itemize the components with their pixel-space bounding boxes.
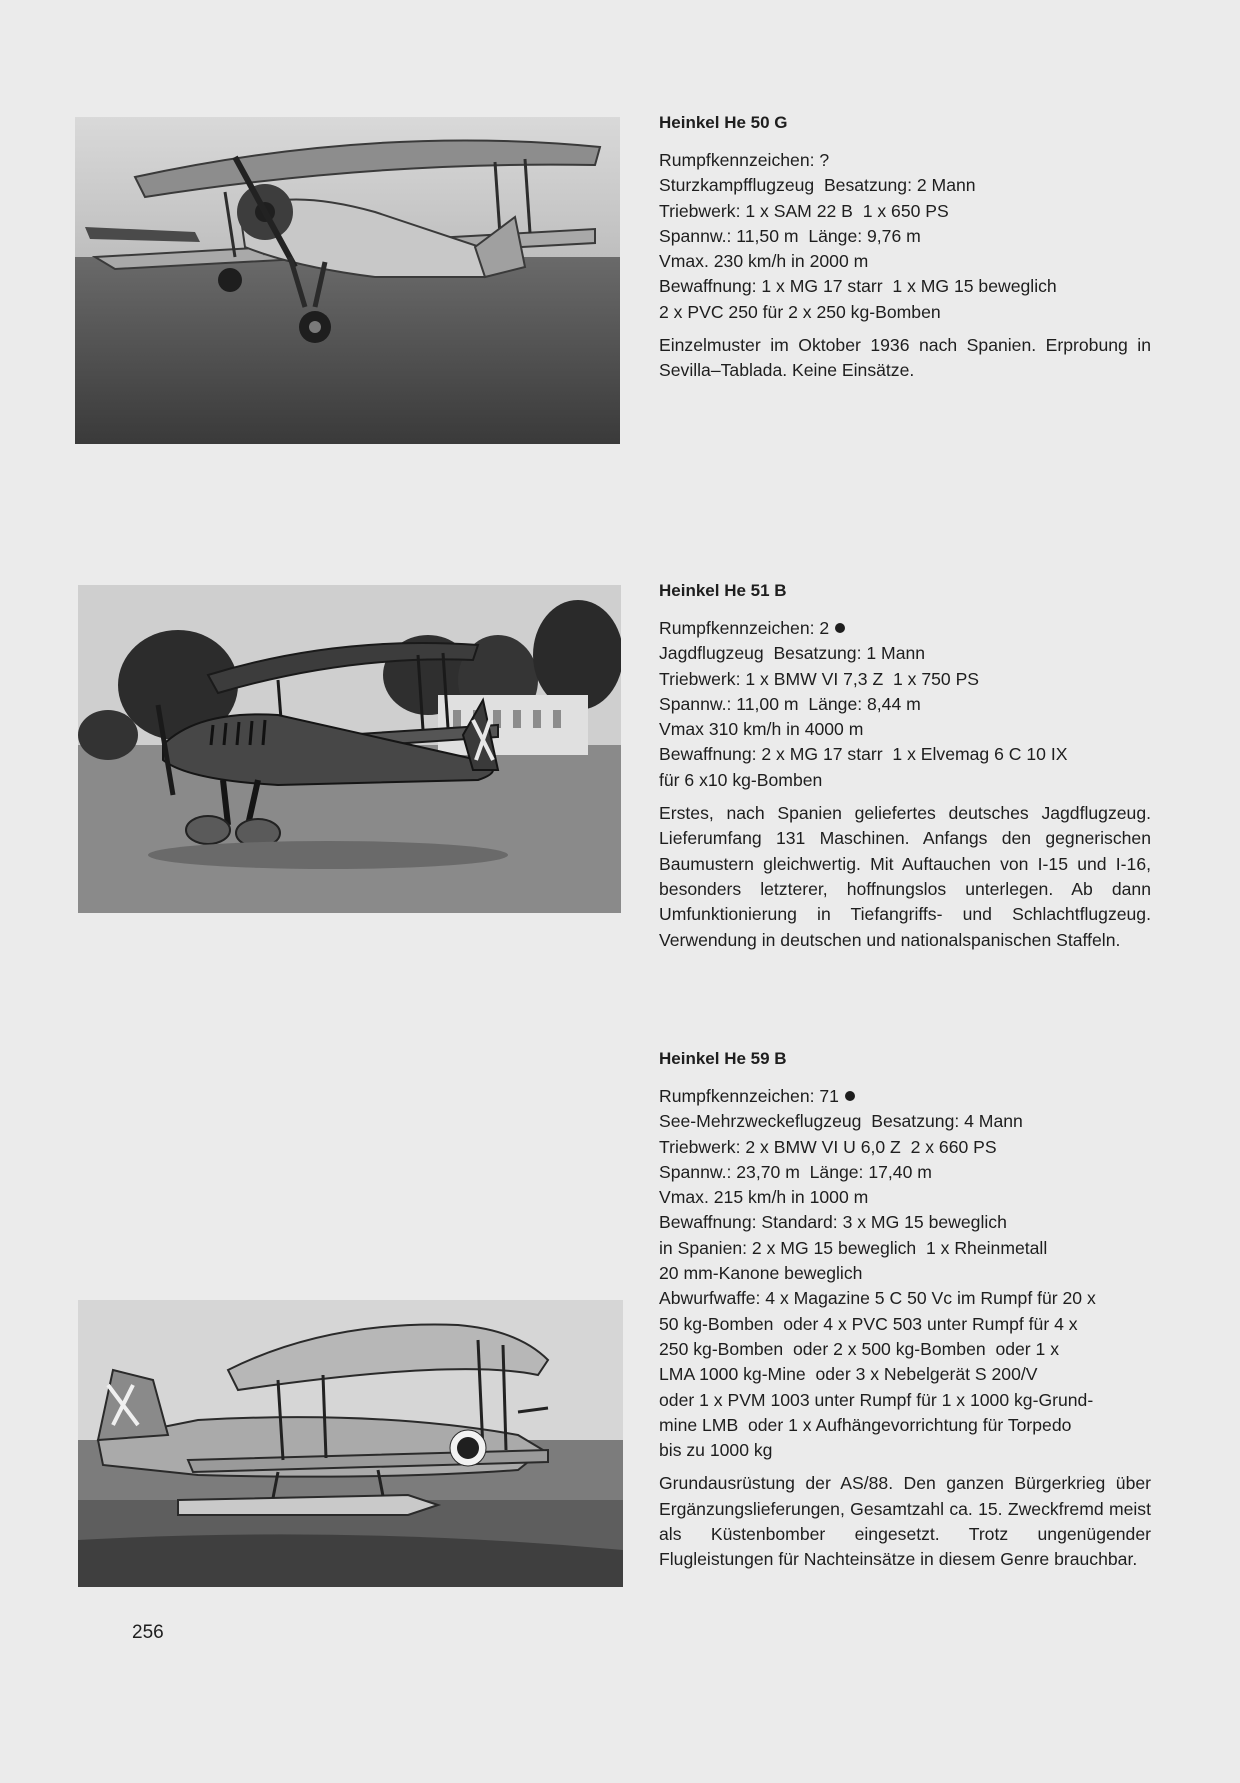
spec-line: Triebwerk: 1 x SAM 22 B 1 x 650 PS — [659, 200, 949, 221]
spec-line: mine LMB oder 1 x Aufhängevorrichtung für Torpedo — [659, 1414, 1072, 1435]
spec-line: Sturzkampfflugzeug Besatzung: 2 Mann — [659, 175, 976, 196]
spec-line: Jagdflugzeug Besatzung: 1 Mann — [659, 643, 926, 664]
bullet-dot-icon — [835, 623, 845, 633]
spec-line: See-Mehrzweckeflugzeug Besatzung: 4 Mann — [659, 1111, 1023, 1132]
marking-label: Rumpfkennzeichen: 2 — [659, 618, 830, 638]
spec-line: 20 mm-Kanone beweglich — [659, 1263, 863, 1284]
spec-line: oder 1 x PVM 1003 unter Rumpf für 1 x 1000 kg-Grund- — [659, 1389, 1094, 1410]
entry-title: Heinkel He 50 G — [659, 113, 788, 132]
spec-line: bis zu 1000 kg — [659, 1440, 773, 1461]
spec-line: Spannw.: 23,70 m Länge: 17,40 m — [659, 1161, 932, 1182]
photo-he59b — [78, 1300, 623, 1587]
entry-title: Heinkel He 59 B — [659, 1049, 787, 1068]
entry-description: Erstes, nach Spanien geliefertes deutsches Jagdflugzeug. Lieferumfang 131 Maschinen. Anfangs den gegnerischen Baumustern gleichwertig. Mit Auftauchen von I-15 und I-16, besonders letzterer, hoffnungslos unterlegen. Ab dann Umfunktionierung in Tiefangriffs- und Schlachtflugzeug. Verwendung in deutschen und nationalspanischen Staffeln. — [659, 803, 1151, 950]
spec-line: Spannw.: 11,50 m Länge: 9,76 m — [659, 225, 921, 246]
photo-he50g — [75, 117, 620, 444]
spec-line: Bewaffnung: 2 x MG 17 starr 1 x Elvemag 6 C 10 IX — [659, 744, 1068, 765]
marking-label: Rumpfkennzeichen: 71 — [659, 1086, 839, 1106]
spec-line: Vmax. 215 km/h in 1000 m — [659, 1187, 869, 1208]
spec-line: Vmax. 230 km/h in 2000 m — [659, 251, 869, 272]
spec-line: Bewaffnung: 1 x MG 17 starr 1 x MG 15 beweglich — [659, 276, 1057, 297]
he51b-illustration — [78, 585, 621, 913]
entry-he59b — [659, 1048, 1151, 1573]
spec-block — [659, 1084, 1151, 1463]
entry-description: Einzelmuster im Oktober 1936 nach Spanien. Erprobung in Sevilla–Tablada. Keine Einsätze. — [659, 335, 1151, 381]
spec-line: in Spanien: 2 x MG 15 beweglich 1 x Rheinmetall — [659, 1237, 1048, 1258]
entry-he50g — [659, 112, 1151, 384]
he50g-illustration — [75, 117, 620, 444]
spec-line: 250 kg-Bomben oder 2 x 500 kg-Bomben oder 1 x — [659, 1338, 1060, 1359]
marking-line — [659, 148, 1151, 173]
entry-he51b — [659, 580, 1151, 953]
spec-line: für 6 x10 kg-Bomben — [659, 769, 823, 790]
spec-line: Bewaffnung: Standard: 3 x MG 15 beweglich — [659, 1212, 1007, 1233]
spec-block — [659, 148, 1151, 325]
spec-line: Triebwerk: 1 x BMW VI 7,3 Z 1 x 750 PS — [659, 668, 980, 689]
spec-line: 50 kg-Bomben oder 4 x PVC 503 unter Rumpf für 4 x — [659, 1313, 1078, 1334]
spec-line: 2 x PVC 250 für 2 x 250 kg-Bomben — [659, 301, 941, 322]
spec-line: Vmax 310 km/h in 4000 m — [659, 719, 864, 740]
marking-label: Rumpfkennzeichen: ? — [659, 150, 830, 170]
spec-line: LMA 1000 kg-Mine oder 3 x Nebelgerät S 200/V — [659, 1364, 1038, 1385]
entry-description: Grundausrüstung der AS/88. Den ganzen Bürgerkrieg über Ergänzungslieferungen, Gesamtzahl ca. 15. Zweckfremd meist als Küstenbomber eingesetzt. Trotz ungenügender Flugleistungen für Nachteinsätze in diesem Genre brauchbar. — [659, 1473, 1151, 1570]
he59b-illustration — [78, 1300, 623, 1587]
photo-he51b — [78, 585, 621, 913]
marking-line — [659, 1084, 1151, 1109]
spec-block — [659, 616, 1151, 793]
spec-line: Spannw.: 11,00 m Länge: 8,44 m — [659, 693, 921, 714]
entry-title: Heinkel He 51 B — [659, 581, 787, 600]
marking-line — [659, 616, 1151, 641]
spec-line: Triebwerk: 2 x BMW VI U 6,0 Z 2 x 660 PS — [659, 1136, 997, 1157]
page-number: 256 — [132, 1622, 164, 1643]
bullet-dot-icon — [845, 1091, 855, 1101]
spec-line: Abwurfwaffe: 4 x Magazine 5 C 50 Vc im Rumpf für 20 x — [659, 1288, 1096, 1309]
